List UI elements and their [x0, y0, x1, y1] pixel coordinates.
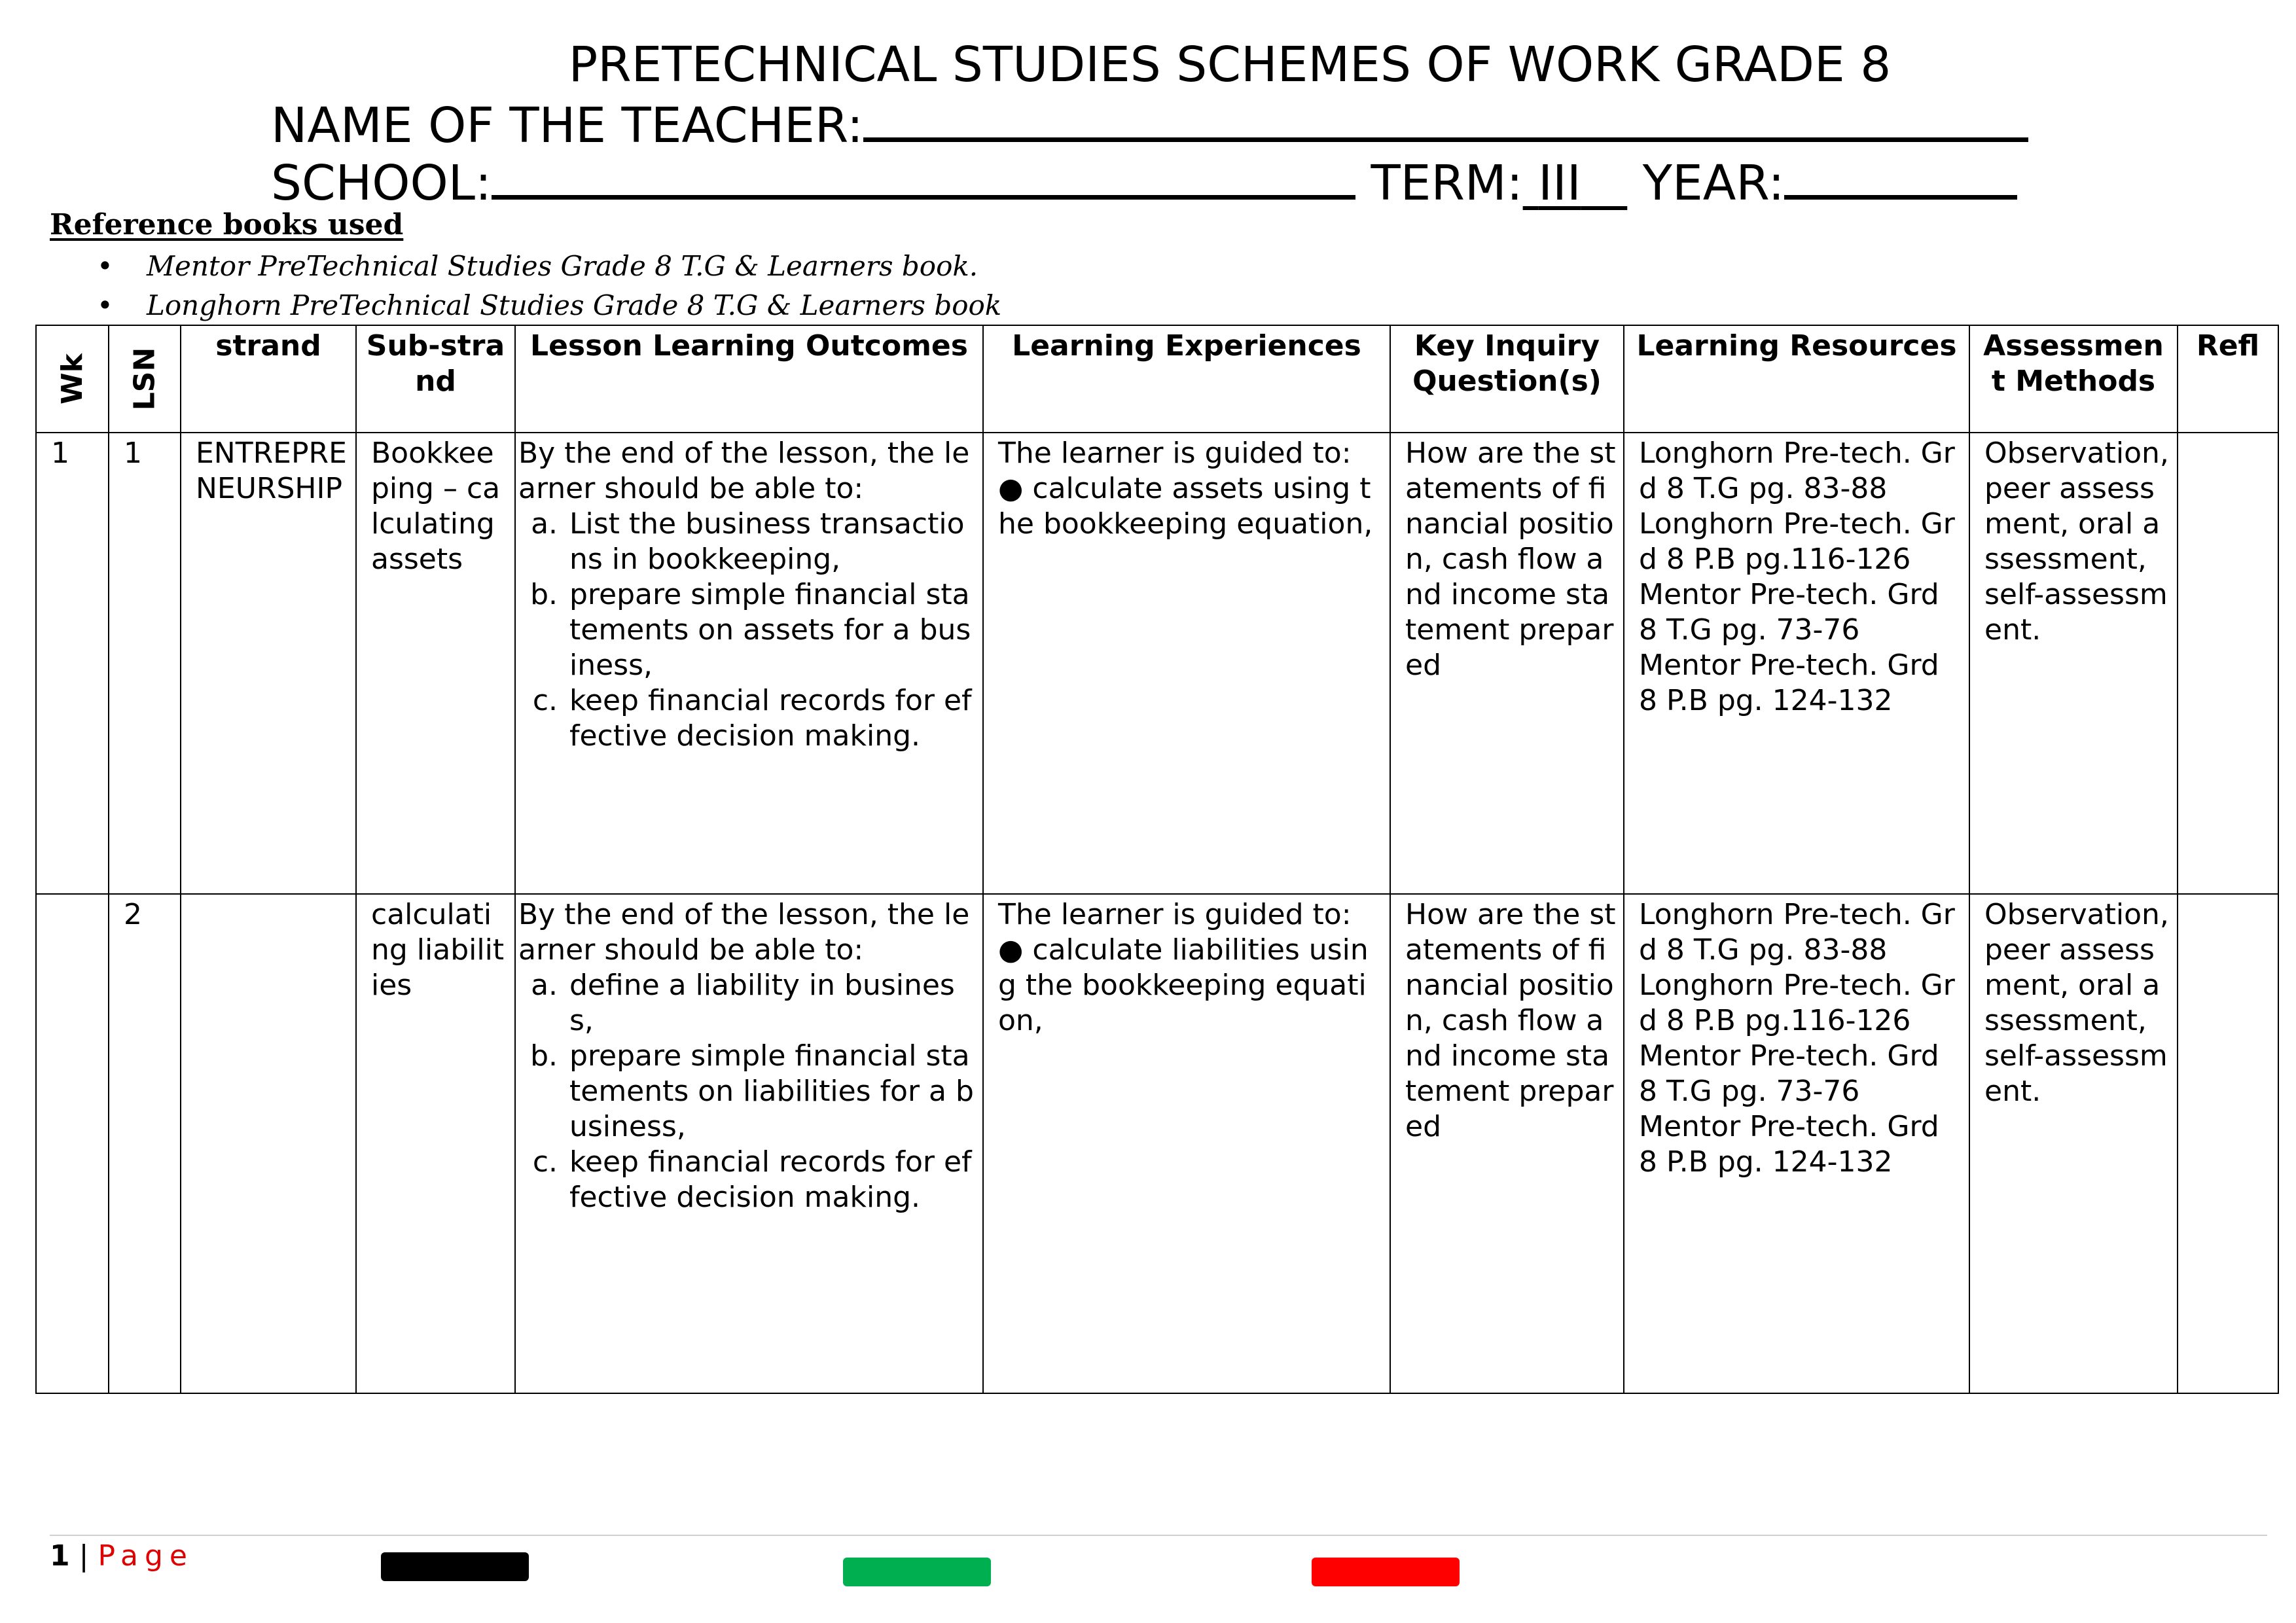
red-bar — [1312, 1558, 1460, 1586]
header-lesson: LSN — [109, 325, 181, 433]
school-blank[interactable] — [492, 154, 1355, 200]
substrand-cell: Bookkeeping – calculating assets — [356, 433, 515, 894]
outcome-item: a. define a liability in business, — [567, 968, 976, 1039]
inquiry-cell: How are the statements of financial position, cash flow and income statement prepared — [1390, 894, 1624, 1393]
week-cell: 1 — [36, 433, 109, 894]
reference-books-heading: Reference books used — [50, 208, 404, 241]
header-inquiry: Key Inquiry Question(s) — [1390, 325, 1624, 433]
bullet-icon: • — [97, 289, 113, 321]
header-strand: strand — [181, 325, 356, 433]
year-blank[interactable] — [1784, 154, 2017, 200]
assessment-cell: Observation, peer assessment, oral assessment, self-assessment. — [1969, 433, 2178, 894]
experiences-cell: The learner is guided to: ● calculate assets using the bookkeeping equation, — [983, 433, 1390, 894]
outcomes-cell — [515, 433, 983, 894]
year-label: YEAR: — [1642, 155, 1785, 211]
lesson-cell: 2 — [109, 894, 181, 1393]
header-outcomes: Lesson Learning Outcomes — [515, 325, 983, 433]
reflection-cell — [2178, 894, 2278, 1393]
reflection-cell — [2178, 433, 2278, 894]
header-week: Wk — [36, 325, 109, 433]
reference-book-item: • Mentor PreTechnical Studies Grade 8 T.G & Learners book. — [97, 250, 978, 282]
substrand-cell: calculating liabilities — [356, 894, 515, 1393]
outcomes-intro: By the end of the lesson, the learner should be able to: — [518, 437, 970, 505]
green-bar — [843, 1558, 991, 1586]
assessment-cell: Observation, peer assessment, oral assessment, self-assessment. — [1969, 894, 2178, 1393]
page-title: PRETECHNICAL STUDIES SCHEMES OF WORK GRADE 8 — [568, 37, 1892, 93]
outcomes-intro: By the end of the lesson, the learner should be able to: — [518, 898, 970, 967]
header-resources: Learning Resources — [1624, 325, 1969, 433]
resources-cell: Longhorn Pre-tech. Grd 8 T.G pg. 83-88 Longhorn Pre-tech. Grd 8 P.B pg.116-126 Mentor Pre-tech. Grd 8 T.G pg. 73-76 Mentor Pre-tech. Grd 8 P.B pg. 124-132 — [1624, 894, 1969, 1393]
page-word: Page — [98, 1539, 194, 1573]
table-row — [36, 894, 2278, 1393]
footer-divider — [50, 1535, 2267, 1536]
term-label: TERM: — [1371, 155, 1523, 211]
teacher-name-label: NAME OF THE TEACHER: — [271, 98, 863, 154]
term-value: III — [1538, 155, 1581, 211]
table-row — [36, 433, 2278, 894]
header-assessment: Assessment Methods — [1969, 325, 2178, 433]
strand-cell: ENTREPRENEURSHIP — [181, 433, 356, 894]
header-reflection: Refl — [2178, 325, 2278, 433]
outcomes-cell — [515, 894, 983, 1393]
inquiry-cell: How are the statements of financial position, cash flow and income statement prepared — [1390, 433, 1624, 894]
teacher-name-line — [271, 97, 2028, 154]
resources-cell: Longhorn Pre-tech. Grd 8 T.G pg. 83-88 Longhorn Pre-tech. Grd 8 P.B pg.116-126 Mentor Pre-tech. Grd 8 T.G pg. 73-76 Mentor Pre-tech. Grd 8 P.B pg. 124-132 — [1624, 433, 1969, 894]
school-label: SCHOOL: — [271, 155, 492, 211]
header-experiences: Learning Experiences — [983, 325, 1390, 433]
week-cell — [36, 894, 109, 1393]
outcome-item: a. List the business transactions in bookkeeping, — [567, 507, 976, 577]
black-bar — [381, 1552, 529, 1581]
strand-cell — [181, 894, 356, 1393]
page-footer — [50, 1539, 194, 1573]
reference-book-item: • Longhorn PreTechnical Studies Grade 8 T.G & Learners book — [97, 289, 1002, 321]
outcome-item: b. prepare simple financial statements on assets for a business, — [567, 577, 976, 683]
teacher-name-blank[interactable] — [863, 97, 2028, 142]
outcome-item: b. prepare simple financial statements on liabilities for a business, — [567, 1039, 976, 1145]
outcome-item: c. keep financial records for effective decision making. — [567, 683, 976, 754]
school-term-year-line — [271, 154, 2017, 211]
table-header-row — [36, 325, 2278, 433]
bullet-icon: • — [97, 250, 113, 282]
footer-separator: | — [79, 1539, 89, 1573]
experiences-cell: The learner is guided to: ● calculate liabilities using the bookkeeping equation, — [983, 894, 1390, 1393]
outcome-item: c. keep financial records for effective decision making. — [567, 1145, 976, 1215]
header-substrand: Sub-strand — [356, 325, 515, 433]
page-number: 1 — [50, 1539, 70, 1573]
lesson-cell: 1 — [109, 433, 181, 894]
scheme-of-work-table — [35, 325, 2279, 1394]
